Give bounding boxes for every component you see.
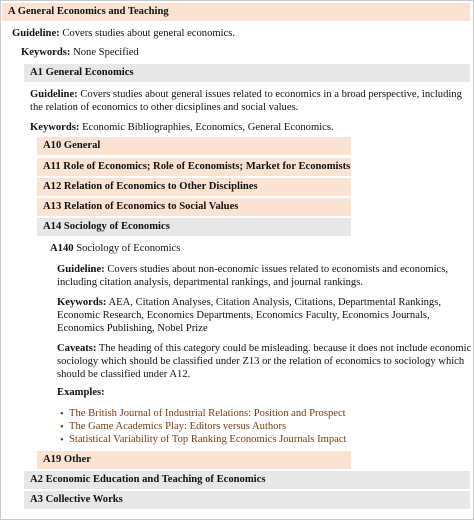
keywords-text-3: Economics Publishing, Nobel Prize	[57, 323, 208, 334]
guideline-text: Covers studies about non-economic issues related to economists and economics,	[104, 264, 449, 275]
guideline-label: Guideline:	[57, 264, 105, 275]
keywords-text: Economic Bibliographies, Economics, General Economics.	[79, 122, 334, 133]
keywords-text: AEA, Citation Analyses, Citation Analysis, Citations, Departmental Rankings,	[106, 297, 441, 308]
guideline-label: Guideline:	[12, 28, 60, 39]
example-link-text[interactable]: The Game Academics Play: Editors versus Authors	[69, 421, 287, 432]
a3-title[interactable]: A3 Collective Works	[24, 491, 470, 509]
a140-caveats	[57, 342, 471, 381]
keywords-label: Keywords:	[21, 47, 71, 58]
examples-label-text: Examples:	[57, 387, 105, 398]
a140-code: A140	[50, 243, 74, 254]
guideline-text-2: including citation analysis, departmental rankings, and journal rankings.	[57, 277, 363, 288]
a1-title[interactable]: A1 General Economics	[24, 64, 470, 82]
a140-title[interactable]	[50, 242, 180, 255]
keywords-text-2: Economic Research, Economics Departments, Economics Faculty, Economics Journals,	[57, 310, 430, 321]
subcat-a13[interactable]: A13 Relation of Economics to Social Values	[37, 198, 351, 216]
guideline-text-2: the relation of economics to other dicsiplines and social values.	[30, 102, 299, 113]
example-link[interactable]	[60, 433, 347, 446]
example-link[interactable]	[60, 407, 346, 420]
a140-name: Sociology of Economics	[73, 243, 181, 254]
a140-guideline	[57, 263, 467, 289]
subcat-a19[interactable]: A19 Other	[37, 451, 351, 469]
a1-guideline	[30, 88, 470, 114]
bullet-icon	[60, 421, 69, 430]
caveats-text-3: should be classified under A12.	[57, 369, 191, 380]
caveats-text: The heading of this category could be misleading. because it does not include economic	[96, 343, 472, 354]
example-link[interactable]	[60, 420, 286, 433]
keywords-label: Keywords:	[57, 297, 107, 308]
a140-keywords	[57, 296, 467, 335]
caveats-text-2: sociology which should be classified under Z13 or the relation of economics to sociology which	[57, 356, 465, 367]
keywords-label: Keywords:	[30, 122, 80, 133]
bullet-icon	[60, 434, 69, 443]
guideline-text: Covers studies about general issues related to economics in a broad perspective, including	[77, 89, 462, 100]
example-link-text[interactable]: The British Journal of Industrial Relations: Position and Prospect	[69, 408, 346, 419]
subcat-a11[interactable]: A11 Role of Economics; Role of Economists; Market for Economists	[37, 158, 351, 176]
caveats-label: Caveats:	[57, 343, 97, 354]
section-a-keywords	[21, 46, 139, 59]
a1-keywords	[30, 121, 334, 134]
examples-label	[57, 386, 105, 399]
subcat-a12[interactable]: A12 Relation of Economics to Other Disciplines	[37, 178, 351, 196]
a2-title[interactable]: A2 Economic Education and Teaching of Economics	[24, 471, 470, 489]
section-a-guideline	[12, 27, 235, 40]
section-a-title[interactable]: A General Economics and Teaching	[2, 3, 470, 21]
guideline-label: Guideline:	[30, 89, 78, 100]
example-link-text[interactable]: Statistical Variability of Top Ranking Economics Journals Impact	[69, 434, 347, 445]
keywords-text: None Specified	[70, 47, 139, 58]
bullet-icon	[60, 408, 69, 417]
subcat-a14[interactable]: A14 Sociology of Economics	[37, 218, 351, 236]
guideline-text: Covers studies about general economics.	[59, 28, 236, 39]
subcat-a10[interactable]: A10 General	[37, 137, 351, 155]
